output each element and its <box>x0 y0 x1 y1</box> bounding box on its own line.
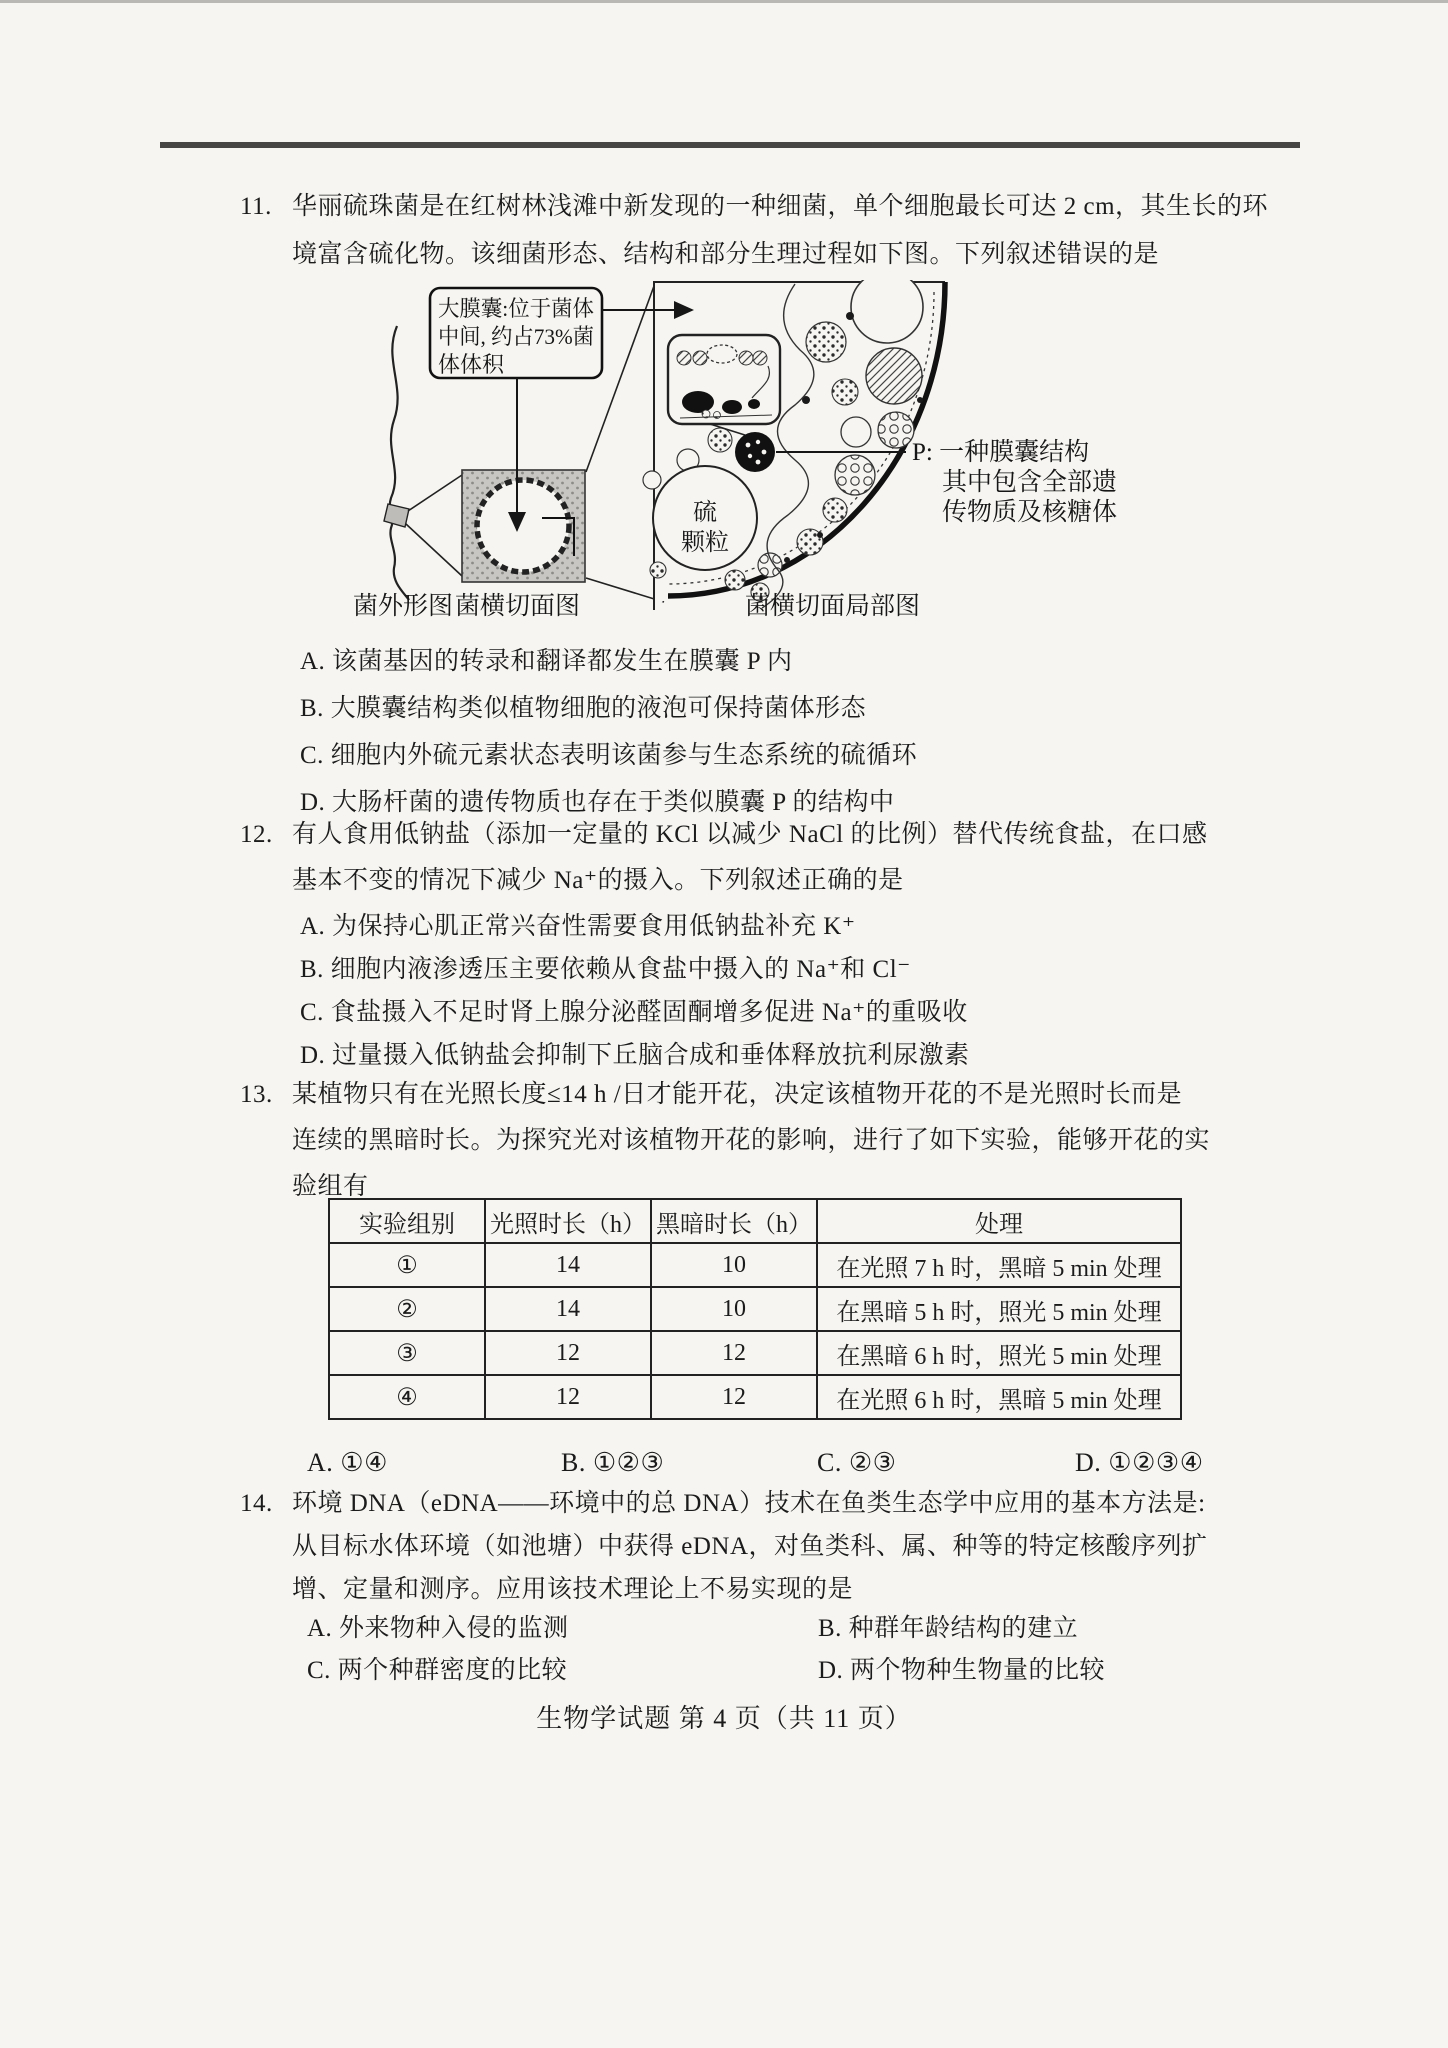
cell-dark-3: 12 <box>651 1331 817 1375</box>
p-label-line-1: P: 一种膜囊结构 <box>912 439 1090 466</box>
q12-option-b: B. 细胞内液渗透压主要依赖从食盐中摄入的 Na⁺和 Cl⁻ <box>300 956 911 983</box>
q11-line2: 境富含硫化物。该细菌形态、结构和部分生理过程如下图。下列叙述错误的是 <box>292 241 1160 268</box>
q11-option-d: D. 大肠杆菌的遗传物质也存在于类似膜囊 P 的结构中 <box>300 789 895 816</box>
table-header-treatment: 处理 <box>817 1199 1181 1243</box>
q13-number: 13. <box>240 1081 273 1108</box>
q11-line1: 华丽硫珠菌是在红树林浅滩中新发现的一种细菌，单个细胞最长可达 2 cm，其生长的环 <box>292 193 1269 220</box>
table-header-dark: 黑暗时长（h） <box>651 1199 817 1243</box>
q12-number: 12. <box>240 821 273 848</box>
cell-light-1: 14 <box>485 1243 651 1287</box>
caption-bacterium-shape: 菌外形图 <box>353 593 454 620</box>
q12-option-c: C. 食盐摄入不足时肾上腺分泌醛固酮增多促进 Na⁺的重吸收 <box>300 999 968 1026</box>
q13-answer-d: D. ①②③④ <box>1075 1448 1204 1477</box>
callout-line-1: 大膜囊:位于菌体 <box>438 296 594 321</box>
q14-option-d: D. 两个物种生物量的比较 <box>818 1657 1106 1684</box>
callout-line-2: 中间, 约占73%菌 <box>438 324 594 349</box>
q11-option-c: C. 细胞内外硫元素状态表明该菌参与生态系统的硫循环 <box>300 742 918 769</box>
cell-dark-4: 12 <box>651 1375 817 1419</box>
table-row <box>329 1375 1181 1419</box>
q14-number: 14. <box>240 1490 273 1517</box>
q14-option-b: B. 种群年龄结构的建立 <box>818 1615 1079 1642</box>
cell-group-3: ③ <box>329 1331 485 1375</box>
cell-dark-1: 10 <box>651 1243 817 1287</box>
table-row <box>329 1331 1181 1375</box>
table-row <box>329 1243 1181 1287</box>
scan-artifact-line <box>160 142 1300 148</box>
q12-line1: 有人食用低钠盐（添加一定量的 KCl 以减少 NaCl 的比例）替代传统食盐，在口感 <box>292 821 1208 848</box>
q12-line2: 基本不变的情况下减少 Na⁺的摄入。下列叙述正确的是 <box>292 867 904 894</box>
q13-answer-a: A. ①④ <box>307 1448 388 1477</box>
q14-line1: 环境 DNA（eDNA——环境中的总 DNA）技术在鱼类生态学中应用的基本方法是: <box>292 1490 1206 1517</box>
q14-line3: 增、定量和测序。应用该技术理论上不易实现的是 <box>292 1576 854 1603</box>
cell-treatment-3: 在黑暗 6 h 时，照光 5 min 处理 <box>817 1331 1181 1375</box>
sulfur-label-2: 颗粒 <box>681 530 729 556</box>
table-header-light: 光照时长（h） <box>485 1199 651 1243</box>
callout-line-3: 体体积 <box>438 352 505 377</box>
p-compartment-inset <box>668 335 780 424</box>
q14-line2: 从目标水体环境（如池塘）中获得 eDNA，对鱼类科、属、种等的特定核酸序列扩 <box>292 1533 1208 1560</box>
q14-option-a: A. 外来物种入侵的监测 <box>307 1615 569 1642</box>
cell-group-2: ② <box>329 1287 485 1331</box>
q13-experiment-table <box>328 1198 1182 1420</box>
caption-local-detail: 菌横切面局部图 <box>745 593 921 620</box>
q13-line3: 验组有 <box>292 1173 369 1200</box>
cell-light-4: 12 <box>485 1375 651 1419</box>
cell-light-2: 14 <box>485 1287 651 1331</box>
q14-option-c: C. 两个种群密度的比较 <box>307 1657 568 1684</box>
q11-number: 11. <box>240 193 272 220</box>
table-row <box>329 1287 1181 1331</box>
cell-dark-2: 10 <box>651 1287 817 1331</box>
cell-treatment-4: 在光照 6 h 时，黑暗 5 min 处理 <box>817 1375 1181 1419</box>
q13-answer-b: B. ①②③ <box>561 1448 665 1477</box>
sulfur-label-1: 硫 <box>693 500 717 526</box>
p-label-line-3: 传物质及核糖体 <box>942 499 1118 526</box>
sulfur-granule <box>653 466 757 570</box>
cell-light-3: 12 <box>485 1331 651 1375</box>
q11-bacterium-figure <box>290 280 1300 625</box>
p-label-line-2: 其中包含全部遗 <box>942 469 1118 496</box>
local-section-drawing <box>643 280 945 610</box>
q11-option-a: A. 该菌基因的转录和翻译都发生在膜囊 P 内 <box>300 648 793 675</box>
q11-option-b: B. 大膜囊结构类似植物细胞的液泡可保持菌体形态 <box>300 695 867 722</box>
cell-treatment-1: 在光照 7 h 时，黑暗 5 min 处理 <box>817 1243 1181 1287</box>
cell-treatment-2: 在黑暗 5 h 时，照光 5 min 处理 <box>817 1287 1181 1331</box>
table-header-group: 实验组别 <box>329 1199 485 1243</box>
p-structure-blob <box>735 432 775 472</box>
caption-cross-section: 菌横切面图 <box>455 593 581 620</box>
q13-line2: 连续的黑暗时长。为探究光对该植物开花的影响，进行了如下实验，能够开花的实 <box>292 1127 1211 1154</box>
cell-group-4: ④ <box>329 1375 485 1419</box>
cell-group-1: ① <box>329 1243 485 1287</box>
q12-option-a: A. 为保持心肌正常兴奋性需要食用低钠盐补充 K⁺ <box>300 913 856 940</box>
q13-line1: 某植物只有在光照长度≤14 h /日才能开花，决定该植物开花的不是光照时长而是 <box>292 1081 1183 1108</box>
page-footer: 生物学试题 第 4 页（共 11 页） <box>536 1704 912 1733</box>
scan-top-edge <box>0 0 1448 3</box>
q13-answer-c: C. ②③ <box>817 1448 897 1477</box>
p-structure-label <box>912 438 1117 526</box>
q12-option-d: D. 过量摄入低钠盐会抑制下丘脑合成和垂体释放抗利尿激素 <box>300 1042 970 1069</box>
table-header-row <box>329 1199 1181 1243</box>
